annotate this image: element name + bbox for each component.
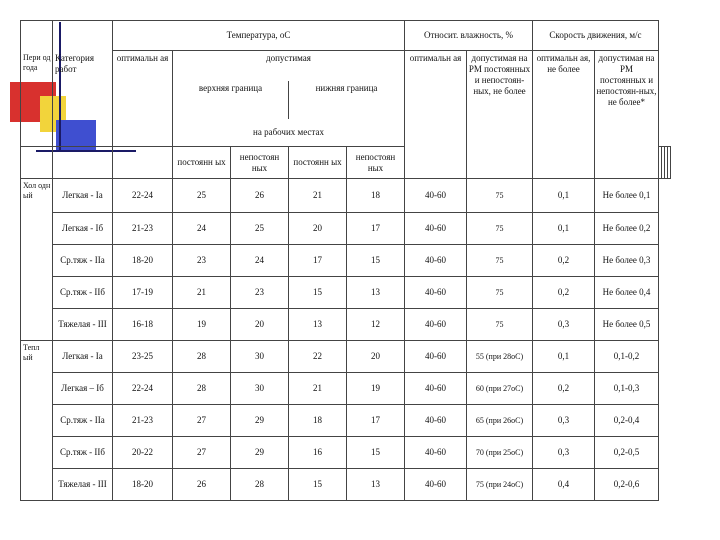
cell-s-all: 0,2-0,5 xyxy=(595,437,659,469)
header-blank-11 xyxy=(668,147,671,179)
cell-h-all: 75 xyxy=(467,277,533,309)
cell-up-p: 27 xyxy=(173,437,231,469)
header-spd-allowed: допустимая на РМ постоянных и непостоян-ных, не более* xyxy=(595,51,659,179)
cell-h-opt: 40-60 xyxy=(405,469,467,501)
cell-cat: Ср.тяж - IIа xyxy=(53,245,113,277)
cell-lo-p: 13 xyxy=(289,309,347,341)
header-blank-1 xyxy=(21,21,53,51)
table-row xyxy=(21,309,671,341)
cell-h-all: 75 xyxy=(467,309,533,341)
cell-h-all: 70 (при 25оС) xyxy=(467,437,533,469)
table-row xyxy=(21,469,671,501)
cell-lo-n: 17 xyxy=(347,213,405,245)
header-upper-nonpermanent: непостоян ных xyxy=(231,147,289,179)
cell-h-opt: 40-60 xyxy=(405,245,467,277)
cell-lo-p: 15 xyxy=(289,277,347,309)
cell-s-opt: 0,3 xyxy=(533,405,595,437)
period-cold: Хол одн ый xyxy=(21,179,53,341)
cell-opt: 22-24 xyxy=(113,179,173,213)
header-workplaces: на рабочих местах xyxy=(173,119,405,147)
header-blank-4 xyxy=(53,119,113,147)
cell-up-p: 26 xyxy=(173,469,231,501)
cell-lo-p: 18 xyxy=(289,405,347,437)
cell-h-opt: 40-60 xyxy=(405,309,467,341)
cell-lo-n: 15 xyxy=(347,437,405,469)
cell-opt: 17-19 xyxy=(113,277,173,309)
cell-lo-n: 13 xyxy=(347,277,405,309)
cell-opt: 22-24 xyxy=(113,373,173,405)
cell-s-opt: 0,4 xyxy=(533,469,595,501)
cell-h-opt: 40-60 xyxy=(405,277,467,309)
cell-up-n: 20 xyxy=(231,309,289,341)
cell-cat: Тяжелая - III xyxy=(53,309,113,341)
cell-s-opt: 0,1 xyxy=(533,213,595,245)
cell-up-n: 23 xyxy=(231,277,289,309)
cell-up-p: 28 xyxy=(173,341,231,373)
cell-cat: Легкая - Iб xyxy=(53,213,113,245)
cell-s-all: Не более 0,3 xyxy=(595,245,659,277)
cell-opt: 21-23 xyxy=(113,405,173,437)
cell-h-opt: 40-60 xyxy=(405,179,467,213)
cell-up-n: 28 xyxy=(231,469,289,501)
cell-h-all: 75 (при 24оС) xyxy=(467,469,533,501)
cell-opt: 21-23 xyxy=(113,213,173,245)
cell-opt: 20-22 xyxy=(113,437,173,469)
table-row xyxy=(21,373,671,405)
header-blank-5 xyxy=(21,147,53,179)
cell-cat: Легкая - Iа xyxy=(53,341,113,373)
cell-up-p: 21 xyxy=(173,277,231,309)
cell-s-all: 0,1-0,2 xyxy=(595,341,659,373)
period-warm: Тепл ый xyxy=(21,341,53,501)
cell-s-all: Не более 0,4 xyxy=(595,277,659,309)
cell-h-all: 55 (при 28оС) xyxy=(467,341,533,373)
cell-h-opt: 40-60 xyxy=(405,341,467,373)
header-blank-6 xyxy=(53,147,113,179)
cell-h-all: 75 xyxy=(467,213,533,245)
cell-s-all: Не более 0,5 xyxy=(595,309,659,341)
cell-cat: Легкая - Iа xyxy=(53,179,113,213)
cell-lo-n: 20 xyxy=(347,341,405,373)
cell-h-all: 75 xyxy=(467,179,533,213)
cell-cat: Легкая – Iб xyxy=(53,373,113,405)
cell-h-all: 60 (при 27оС) xyxy=(467,373,533,405)
cell-lo-n: 17 xyxy=(347,405,405,437)
header-period: Пери од года xyxy=(21,51,53,119)
cell-lo-p: 17 xyxy=(289,245,347,277)
header-upper-bound: верхняя граница xyxy=(173,81,289,119)
cell-h-all: 65 (при 26оС) xyxy=(467,405,533,437)
table-row xyxy=(21,213,671,245)
cell-s-all: Не более 0,1 xyxy=(595,179,659,213)
header-speed: Скорость движения, м/с xyxy=(533,21,659,51)
cell-s-opt: 0,1 xyxy=(533,179,595,213)
header-blank-2 xyxy=(53,21,113,51)
cell-lo-n: 18 xyxy=(347,179,405,213)
cell-opt: 16-18 xyxy=(113,309,173,341)
cell-cat: Ср.тяж - IIа xyxy=(53,405,113,437)
cell-up-n: 30 xyxy=(231,373,289,405)
cell-up-n: 29 xyxy=(231,437,289,469)
cell-lo-p: 16 xyxy=(289,437,347,469)
cell-cat: Тяжелая - III xyxy=(53,469,113,501)
cell-h-opt: 40-60 xyxy=(405,373,467,405)
cell-up-p: 24 xyxy=(173,213,231,245)
table-row xyxy=(21,341,671,373)
microclimate-table xyxy=(20,20,671,501)
cell-h-opt: 40-60 xyxy=(405,437,467,469)
header-spd-optimal: оптимальн ая, не более xyxy=(533,51,595,179)
table-row xyxy=(21,437,671,469)
cell-lo-n: 12 xyxy=(347,309,405,341)
cell-h-opt: 40-60 xyxy=(405,213,467,245)
header-hum-allowed: допустимая на РМ постоянных и непостоян-ных, не более xyxy=(467,51,533,179)
cell-up-p: 23 xyxy=(173,245,231,277)
cell-s-opt: 0,1 xyxy=(533,341,595,373)
cell-up-n: 25 xyxy=(231,213,289,245)
header-temperature: Температура, оС xyxy=(113,21,405,51)
cell-s-all: 0,1-0,3 xyxy=(595,373,659,405)
table-row xyxy=(21,277,671,309)
header-temp-optimal: оптимальн ая xyxy=(113,51,173,147)
cell-opt: 18-20 xyxy=(113,245,173,277)
table-row xyxy=(21,405,671,437)
cell-lo-n: 13 xyxy=(347,469,405,501)
table-row xyxy=(21,245,671,277)
cell-opt: 23-25 xyxy=(113,341,173,373)
cell-lo-p: 22 xyxy=(289,341,347,373)
header-hum-optimal: оптимальн ая xyxy=(405,51,467,179)
cell-up-p: 27 xyxy=(173,405,231,437)
cell-s-opt: 0,2 xyxy=(533,245,595,277)
header-lower-bound: нижняя граница xyxy=(289,81,405,119)
cell-lo-p: 15 xyxy=(289,469,347,501)
header-lower-permanent: постоянн ых xyxy=(289,147,347,179)
header-blank-3 xyxy=(21,119,53,147)
cell-h-all: 75 xyxy=(467,245,533,277)
cell-s-opt: 0,2 xyxy=(533,277,595,309)
cell-opt: 18-20 xyxy=(113,469,173,501)
header-temp-allowed: допустимая xyxy=(173,51,405,81)
cell-lo-p: 20 xyxy=(289,213,347,245)
cell-s-opt: 0,3 xyxy=(533,309,595,341)
cell-lo-p: 21 xyxy=(289,373,347,405)
cell-up-p: 28 xyxy=(173,373,231,405)
cell-h-opt: 40-60 xyxy=(405,405,467,437)
cell-up-p: 19 xyxy=(173,309,231,341)
cell-s-all: Не более 0,2 xyxy=(595,213,659,245)
cell-s-all: 0,2-0,6 xyxy=(595,469,659,501)
cell-up-n: 24 xyxy=(231,245,289,277)
table-row xyxy=(21,179,671,213)
cell-s-opt: 0,2 xyxy=(533,373,595,405)
cell-up-n: 30 xyxy=(231,341,289,373)
cell-lo-p: 21 xyxy=(289,179,347,213)
cell-up-n: 26 xyxy=(231,179,289,213)
header-humidity: Относит. влажность, % xyxy=(405,21,533,51)
cell-cat: Ср.тяж - IIб xyxy=(53,437,113,469)
header-category: Категория работ xyxy=(53,51,113,119)
cell-lo-n: 19 xyxy=(347,373,405,405)
cell-lo-n: 15 xyxy=(347,245,405,277)
cell-s-all: 0,2-0,4 xyxy=(595,405,659,437)
header-upper-permanent: постоянн ых xyxy=(173,147,231,179)
cell-up-n: 29 xyxy=(231,405,289,437)
cell-cat: Ср.тяж - IIб xyxy=(53,277,113,309)
header-blank-7 xyxy=(113,147,173,179)
header-lower-nonpermanent: непостоян ных xyxy=(347,147,405,179)
cell-up-p: 25 xyxy=(173,179,231,213)
cell-s-opt: 0,3 xyxy=(533,437,595,469)
